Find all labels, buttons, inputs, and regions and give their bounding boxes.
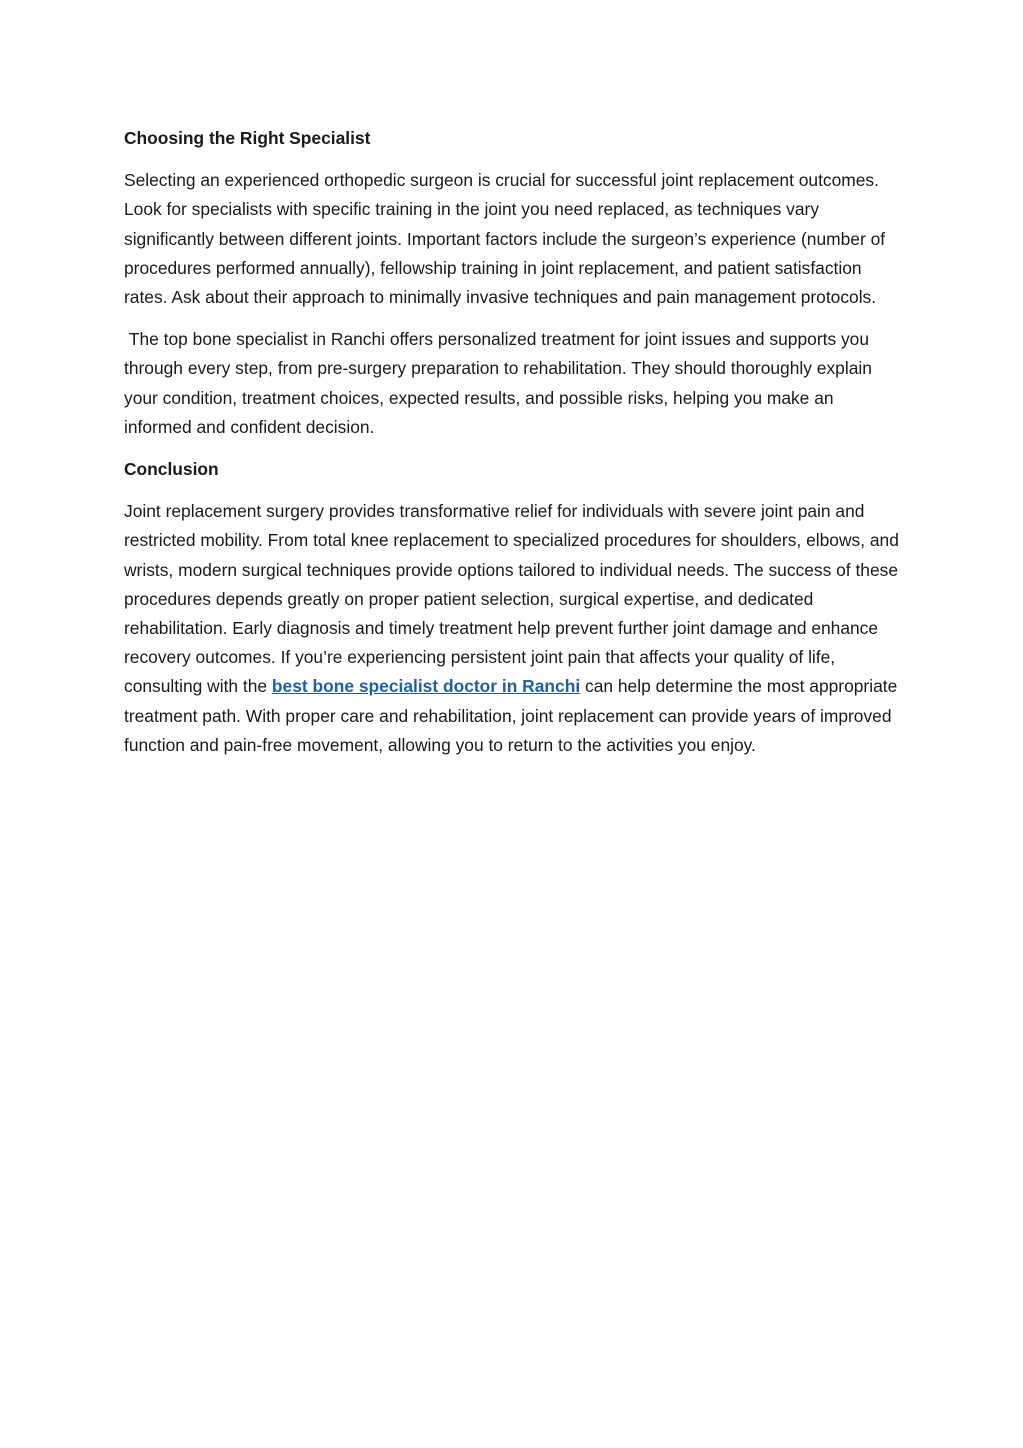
paragraph-selecting-surgeon: Selecting an experienced orthopedic surgeon is crucial for successful joint replacement outcomes. Look for specialists with specific training in the joint you need replaced, as techniques vary significantly between different joints. Important factors include the surgeon’s experience (number of procedures performed annually), fellowship training in joint replacement, and patient satisfaction rates. Ask about their approach to minimally invasive techniques and pain management protocols.	[124, 170, 886, 308]
section-heading-choosing-specialist: Choosing the Right Specialist	[124, 128, 371, 148]
paragraph-conclusion	[124, 497, 900, 760]
best-bone-specialist-link[interactable]: best bone specialist doctor in Ranchi	[271, 676, 581, 697]
document-page	[124, 124, 900, 773]
section-heading-conclusion: Conclusion	[124, 459, 219, 480]
conclusion-text-before-link: Joint replacement surgery provides transformative relief for individuals with severe joint pain and restricted mobility. From total knee replacement to specialized procedures for shoulders, elbows, and wrists, modern surgical techniques provide options tailored to individual needs. The success of these procedures depends greatly on proper patient selection, surgical expertise, and dedicated rehabilitation. Early diagnosis and timely treatment help prevent further joint damage and enhance recovery outcomes. If you’re experiencing persistent joint pain that affects your quality of life, consulting with the	[124, 501, 899, 697]
paragraph-top-bone-specialist	[124, 325, 900, 442]
paragraph-top-bone-specialist-text: The top bone specialist in Ranchi offers personalized treatment for joint issues and supports you through every step, from pre-surgery preparation to rehabilitation. They should thoroughly explain your condition, treatment choices, expected results, and possible risks, helping you make an informed and confident decision.	[124, 329, 877, 437]
conclusion-text-after-link: can help determine the most appropriate treatment path. With proper care and rehabilitation, joint replacement can provide years of improved function and pain-free movement, allowing you to return to the activities you enjoy.	[124, 676, 898, 755]
